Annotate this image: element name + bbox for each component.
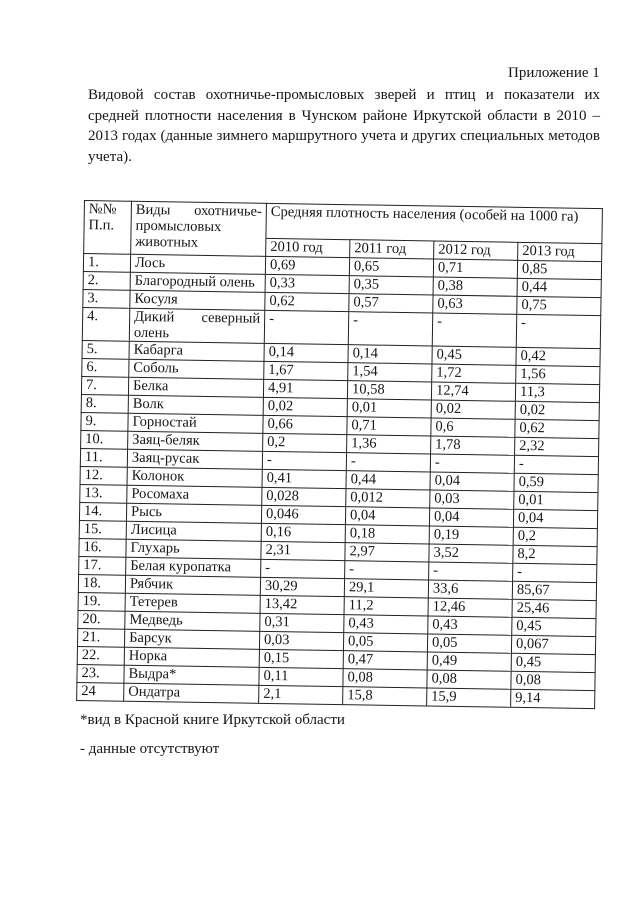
- density-value: 0,31: [260, 613, 344, 632]
- density-value: 0,03: [259, 631, 343, 650]
- density-value: 85,67: [512, 581, 596, 600]
- appendix-label: Приложение 1: [508, 65, 600, 81]
- row-number: 2.: [83, 271, 130, 290]
- density-value: 0,66: [263, 415, 347, 434]
- row-number: 4.: [82, 307, 130, 341]
- header-year-2012: 2012 год: [434, 241, 518, 260]
- density-value: -: [262, 451, 346, 470]
- density-value: 0,75: [517, 296, 601, 315]
- density-value: 0,05: [427, 634, 511, 653]
- density-value: -: [429, 562, 513, 581]
- density-value: 0,45: [432, 346, 516, 365]
- density-value: 0,08: [343, 669, 427, 688]
- density-value: 0,08: [511, 671, 595, 690]
- density-value: 0,59: [514, 473, 598, 492]
- species-name: Косуля: [130, 290, 265, 310]
- species-name: Дикий северный олень: [129, 308, 265, 343]
- header-density: Средняя плотность населения (особей на 1000 га): [266, 203, 603, 243]
- species-name: Колонок: [127, 467, 262, 487]
- density-value: 0,63: [433, 295, 517, 314]
- row-number: 23.: [77, 664, 124, 683]
- species-name: Заяц-беляк: [128, 431, 263, 451]
- density-value: -: [513, 563, 597, 582]
- header-year-2010: 2010 год: [266, 238, 350, 257]
- row-number: 3.: [83, 289, 130, 308]
- row-number: 13.: [80, 484, 127, 503]
- density-value: 0,45: [512, 617, 596, 636]
- density-value: 0,44: [517, 278, 601, 297]
- density-value: 0,85: [517, 260, 601, 279]
- density-value: 0,47: [343, 651, 427, 670]
- density-value: 11,2: [344, 597, 428, 616]
- density-value: 2,31: [261, 541, 345, 560]
- density-value: 0,45: [511, 653, 595, 672]
- density-value: 0,62: [515, 419, 599, 438]
- density-value: 0,38: [433, 277, 517, 296]
- species-name: Благородный олень: [130, 272, 265, 292]
- density-value: 0,012: [346, 489, 430, 508]
- row-number: 6.: [82, 358, 129, 377]
- density-value: -: [264, 310, 349, 344]
- species-name: Соболь: [129, 359, 264, 379]
- density-value: 0,03: [430, 490, 514, 509]
- density-value: 29,1: [344, 579, 428, 598]
- density-value: 0,14: [348, 345, 432, 364]
- species-name: Волк: [128, 395, 263, 415]
- density-value: -: [346, 453, 430, 472]
- density-value: 0,04: [430, 472, 514, 491]
- footnote-no-data: - данные отсутствуют: [80, 741, 220, 757]
- density-value: 0,028: [262, 487, 346, 506]
- row-number: 21.: [77, 628, 124, 647]
- density-value: -: [514, 455, 598, 474]
- density-value: 15,8: [343, 687, 427, 706]
- row-number: 22.: [77, 646, 124, 665]
- density-value: 0,04: [429, 508, 513, 527]
- density-value: 4,91: [263, 379, 347, 398]
- species-name: Барсук: [124, 629, 259, 649]
- density-value: -: [432, 313, 517, 347]
- species-name: Рысь: [126, 503, 261, 523]
- density-value: -: [516, 314, 601, 348]
- species-name: Заяц-русак: [127, 449, 262, 469]
- density-value: -: [261, 559, 345, 578]
- density-value: 13,42: [260, 595, 344, 614]
- row-number: 1.: [83, 254, 130, 273]
- row-number: 16.: [79, 538, 126, 557]
- density-value: 0,2: [263, 433, 347, 452]
- density-value: 8,2: [513, 545, 597, 564]
- density-value: 0,43: [428, 616, 512, 635]
- density-value: 0,04: [513, 509, 597, 528]
- density-value: -: [345, 561, 429, 580]
- header-num: №№ П.п.: [84, 201, 132, 255]
- density-value: 0,05: [343, 633, 427, 652]
- density-value: 0,57: [349, 294, 433, 313]
- row-number: 20.: [78, 610, 125, 629]
- row-number: 10.: [81, 430, 128, 449]
- row-number: 5.: [82, 340, 129, 359]
- row-number: 18.: [78, 574, 125, 593]
- density-value: 0,44: [346, 471, 430, 490]
- density-value: 0,08: [427, 670, 511, 689]
- header-year-2013: 2013 год: [518, 242, 602, 261]
- density-value: 25,46: [512, 599, 596, 618]
- species-name: Глухарь: [126, 539, 261, 559]
- species-name: Медведь: [125, 611, 260, 631]
- density-value: 0,2: [513, 527, 597, 546]
- density-value: 1,36: [347, 435, 431, 454]
- density-value: 1,67: [264, 361, 348, 380]
- table-header-row: [84, 201, 602, 244]
- density-value: 0,02: [431, 400, 515, 419]
- species-name: Росомаха: [127, 485, 262, 505]
- row-number: 11.: [80, 448, 127, 467]
- header-species: Виды охотничье-промысловых животных: [131, 201, 267, 256]
- row-number: 7.: [81, 376, 128, 395]
- density-value: 0,69: [265, 256, 349, 275]
- species-name: Белая куропатка: [126, 557, 261, 577]
- row-number: 9.: [81, 412, 128, 431]
- species-name: Выдра*: [124, 665, 259, 685]
- species-name: Норка: [124, 647, 259, 667]
- density-value: 0,11: [259, 667, 343, 686]
- density-value: 0,04: [345, 507, 429, 526]
- density-value: 2,32: [515, 437, 599, 456]
- species-name: Белка: [128, 377, 263, 397]
- density-value: 10,58: [347, 381, 431, 400]
- species-name: Ондатра: [124, 683, 259, 703]
- density-value: 1,54: [348, 363, 432, 382]
- species-name: Тетерев: [125, 593, 260, 613]
- density-value: 0,62: [265, 292, 349, 311]
- density-value: 0,01: [514, 491, 598, 510]
- density-value: 0,41: [262, 469, 346, 488]
- density-value: 0,71: [433, 259, 517, 278]
- species-name: Лисица: [126, 521, 261, 541]
- density-value: 0,16: [261, 523, 345, 542]
- density-table: [76, 200, 603, 709]
- species-name: Рябчик: [125, 575, 260, 595]
- density-value: -: [348, 312, 433, 346]
- density-value: 2,1: [259, 685, 343, 704]
- row-number: 24: [77, 682, 124, 701]
- row-number: 17.: [79, 556, 126, 575]
- density-value: 0,6: [431, 418, 515, 437]
- footnote-red-book: *вид в Красной книге Иркутской области: [80, 712, 345, 728]
- density-value: 15,9: [427, 688, 511, 707]
- header-year-2011: 2011 год: [350, 240, 434, 259]
- density-value: 0,19: [429, 526, 513, 545]
- density-value: 11,3: [515, 383, 599, 402]
- density-value: 0,65: [349, 258, 433, 277]
- row-number: 15.: [79, 520, 126, 539]
- species-name: Кабарга: [129, 341, 264, 361]
- density-value: 12,46: [428, 598, 512, 617]
- density-value: 0,43: [344, 615, 428, 634]
- density-value: 30,29: [260, 577, 344, 596]
- density-value: 0,49: [427, 652, 511, 671]
- density-value: 0,33: [265, 274, 349, 293]
- row-number: 8.: [81, 394, 128, 413]
- density-value: 0,046: [261, 505, 345, 524]
- density-value: 0,14: [264, 343, 348, 362]
- density-value: 0,067: [511, 635, 595, 654]
- density-value: 0,15: [259, 649, 343, 668]
- density-value: 12,74: [431, 382, 515, 401]
- density-value: 0,35: [349, 276, 433, 295]
- density-value: 9,14: [511, 689, 595, 708]
- species-name: Горностай: [128, 413, 263, 433]
- density-value: 0,71: [347, 417, 431, 436]
- density-value: 1,78: [431, 436, 515, 455]
- density-value: 33,6: [428, 580, 512, 599]
- density-value: 0,18: [345, 525, 429, 544]
- density-value: 1,56: [516, 365, 600, 384]
- density-value: 0,02: [263, 397, 347, 416]
- density-value: 1,72: [432, 364, 516, 383]
- density-value: 3,52: [429, 544, 513, 563]
- density-value: 0,42: [516, 347, 600, 366]
- density-value: -: [430, 454, 514, 473]
- row-number: 14.: [79, 502, 126, 521]
- density-value: 2,97: [345, 543, 429, 562]
- document-title: Видовой состав охотничье-промысловых зверей и птиц и показатели их средней плотности населения в Чунском районе Иркутской области в 2010 – 2013 годах (данные зимнего маршрутного учета и других специальных методов учета).: [88, 87, 600, 165]
- density-value: 0,01: [347, 399, 431, 418]
- row-number: 12.: [80, 466, 127, 485]
- row-number: 19.: [78, 592, 125, 611]
- density-value: 0,02: [515, 401, 599, 420]
- species-name: Лось: [130, 254, 265, 274]
